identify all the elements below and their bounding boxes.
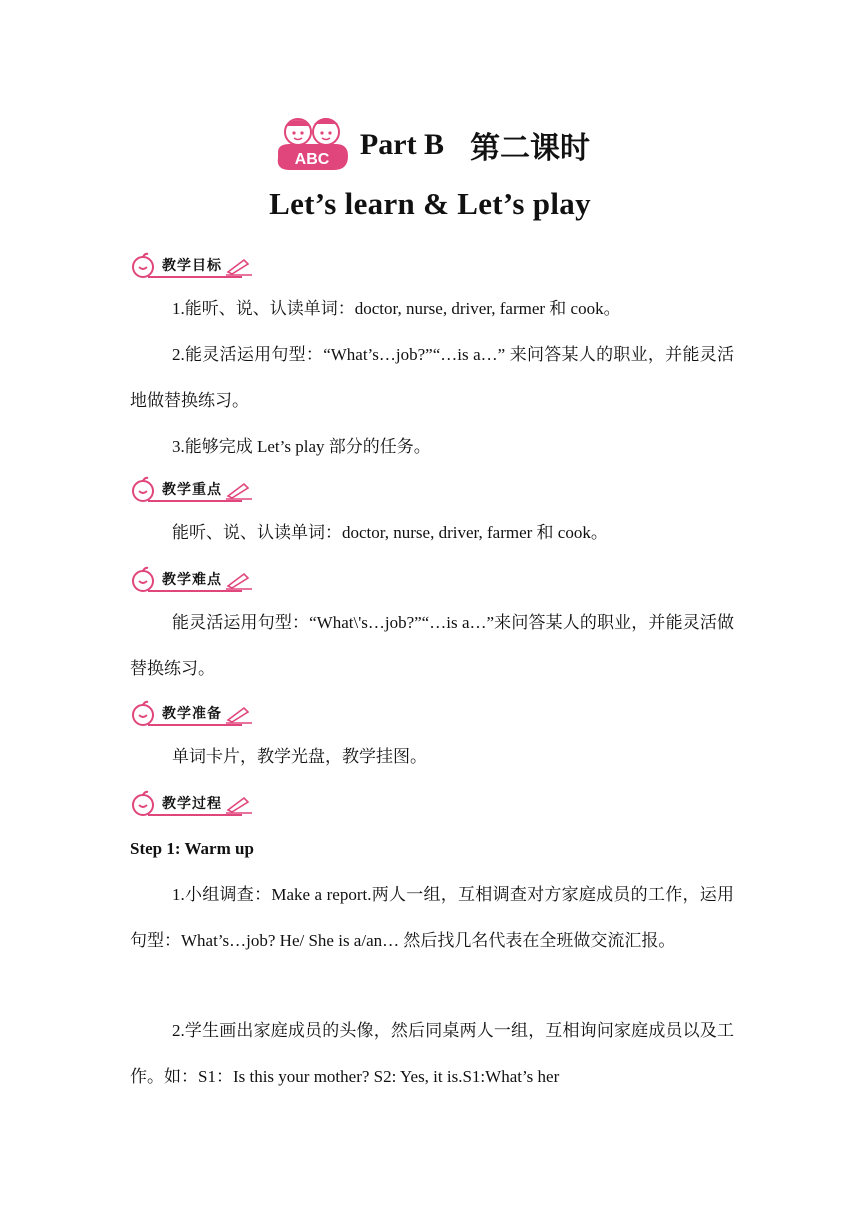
apple-icon [130, 476, 156, 502]
pencil-icon [224, 478, 254, 500]
section-underline [148, 276, 242, 278]
pencil-icon [224, 702, 254, 724]
section-header-preparation [130, 698, 254, 728]
section-header-label: 教学难点 [162, 572, 222, 588]
step-1-title: Step 1: Warm up [130, 839, 254, 858]
key-points-text: 能听、说、认读单词：doctor, nurse, driver, farmer 和 cook。 [172, 523, 608, 542]
objective-2: 2.能灵活运用句型：“What’s…job?”“…is a…” 来问答某人的职业，并能灵活地做替换练习。 [130, 345, 734, 410]
process-item-1: 1.小组调查：Make a report.两人一组，互相调查对方家庭成员的工作，运用句型：What’s…job? He/ She is a/an… 然后找几名代表在全班做交流汇报。 [130, 885, 734, 950]
pencil-icon [224, 568, 254, 590]
section-underline [148, 500, 242, 502]
kids-abc-logo-icon [270, 112, 354, 178]
objective-1: 1.能听、说、认读单词：doctor, nurse, driver, farmer 和 cook。 [172, 299, 621, 318]
apple-icon [130, 790, 156, 816]
title-subtitle: Let’s learn & Let’s play [269, 186, 591, 221]
apple-icon [130, 700, 156, 726]
title-part: Part B [359, 128, 445, 161]
preparation-text: 单词卡片，教学光盘，教学挂图。 [172, 747, 427, 766]
pencil-icon [224, 254, 254, 276]
title-line-1 [0, 112, 860, 178]
title-block [0, 112, 860, 222]
apple-icon [130, 252, 156, 278]
section-underline [148, 724, 242, 726]
pencil-icon [224, 792, 254, 814]
section-header-key-points [130, 474, 254, 504]
section-underline [148, 590, 242, 592]
section-header-objectives [130, 250, 254, 280]
section-header-label: 教学目标 [162, 258, 222, 274]
section-header-difficult-points [130, 564, 254, 594]
svg-text:ABC: ABC [294, 151, 330, 168]
section-header-label: 教学准备 [162, 706, 222, 722]
objective-3: 3.能够完成 Let’s play 部分的任务。 [172, 437, 431, 456]
process-item-2: 2.学生画出家庭成员的头像，然后同桌两人一组，互相询问家庭成员以及工作。如：S1：Is this your mother? S2: Yes, it is.S1:What’s her [130, 1021, 734, 1086]
section-header-process [130, 788, 254, 818]
section-header-label: 教学重点 [162, 482, 222, 498]
apple-icon [130, 566, 156, 592]
title-lesson: 第二课时 [470, 131, 591, 166]
section-header-label: 教学过程 [162, 796, 222, 812]
difficult-points-text: 能灵活运用句型：“What\'s…job?”“…is a…”来问答某人的职业，并能灵活做替换练习。 [130, 613, 734, 678]
section-underline [148, 814, 242, 816]
